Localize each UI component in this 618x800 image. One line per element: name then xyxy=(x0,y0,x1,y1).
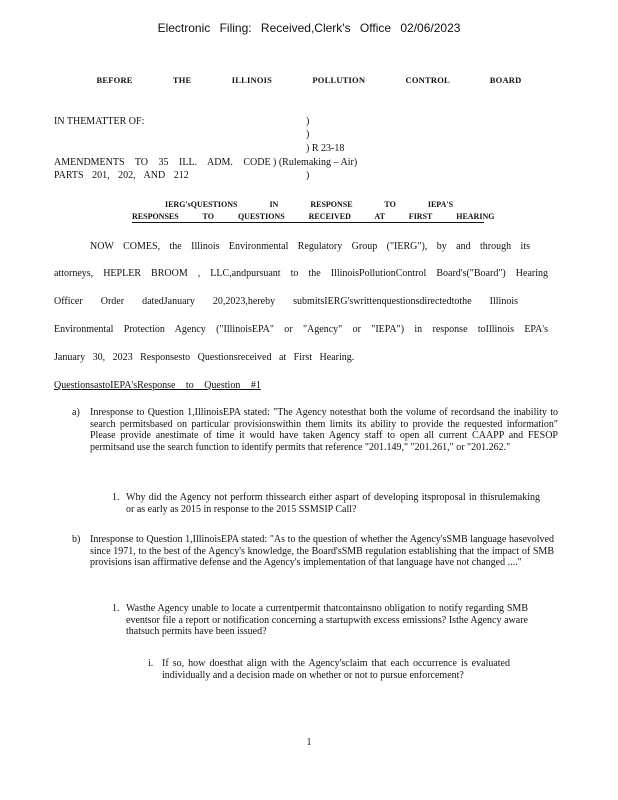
intro-line-5: January 30, 2023 Responsesto Questionsreceived at First Hearing. xyxy=(54,352,355,363)
item-b1-text: Wasthe Agency unable to locate a currentpermit thatcontainsno obligation to notify regarding SMB eventsor file a report or notification concerning a startupwith excess emissions? Isthe Agency aware thatsuch permits have been issued? xyxy=(126,603,528,637)
document-title-line-2: RESPONSES TO QUESTIONS RECEIVED AT FIRST HEARING xyxy=(132,212,495,221)
item-bi-text: If so, how doesthat align with the Agency'sclaim that each occurrence is evaluated individually and a decision made on whether or not to pursue enforcement? xyxy=(162,658,510,681)
section-heading: QuestionsastoIEPA'sResponse to Question #1 xyxy=(54,380,261,391)
caption-rulemaking: ) (Rulemaking – Air) xyxy=(273,157,358,168)
item-b-text: Inresponse to Question 1,IllinoisEPA stated: "As to the question of whether the Agency'sSMB language hasevolved since 1971, to the best of the Agency's knowledge, the Board'sSMB regulation establishing that the impact of SMB provisions isan affirmative defense and the Agency's implementation of that language have not changed ...." xyxy=(90,534,554,568)
intro-line-3: Officer Order datedJanuary 20,2023,hereby submitsIERG'swrittenquestionsdirectedtothe Illinois xyxy=(54,296,518,307)
item-a-label: a) xyxy=(72,407,80,418)
item-a1-text: Why did the Agency not perform thissearch either aspart of developing itsproposal in thisrulemaking or as early as 2015 in response to the 2015 SSMSIP Call? xyxy=(126,492,540,515)
filing-stamp: Electronic Filing: Received,Clerk's Office 02/06/2023 xyxy=(157,21,461,35)
caption-paren-2: ) xyxy=(306,129,310,140)
board-title: BEFORE THE ILLINOIS POLLUTION CONTROL BOARD xyxy=(96,75,522,85)
caption-paren-5: ) xyxy=(306,170,310,181)
item-a1-label: 1. xyxy=(112,492,120,503)
caption-paren-1: ) xyxy=(306,116,310,127)
intro-line-4: Environmental Protection Agency ("IllinoisEPA" or "Agency" or "IEPA") in response toIllinois EPA's xyxy=(54,324,548,335)
page-number: 1 xyxy=(306,737,312,748)
item-bi-label: i. xyxy=(148,658,154,669)
item-b-label: b) xyxy=(72,534,81,545)
caption-docket-number: ) R 23-18 xyxy=(306,143,345,154)
document-title-line-1: IERG'sQUESTIONS IN RESPONSE TO IEPA'S xyxy=(164,200,454,209)
intro-line-1: NOW COMES, the Illinois Environmental Regulatory Group ("IERG"), by and through its xyxy=(90,241,530,252)
item-b1-label: 1. xyxy=(112,603,120,614)
item-a-text: Inresponse to Question 1,IllinoisEPA stated: "The Agency notesthat both the volume of recordsand the inability to search permitsbased on particular provisionswithin them limits its ability to provide the requested information" Please provide anestimate of time it would have taken Agency staff to open all current CAAPP and FESOP permitsand use the search function to identify permits that reference "201.149," "201.261," or "201.262." xyxy=(90,407,558,453)
caption-in-the-matter: IN THEMATTER OF: xyxy=(54,116,145,127)
caption-parts: PARTS 201, 202, AND 212 xyxy=(54,170,189,181)
caption-amendments: AMENDMENTS TO 35 ILL. ADM. CODE xyxy=(54,157,271,168)
intro-line-2: attorneys, HEPLER BROOM , LLC,andpursuant to the IllinoisPollutionControl Board's("Board") Hearing xyxy=(54,268,548,279)
